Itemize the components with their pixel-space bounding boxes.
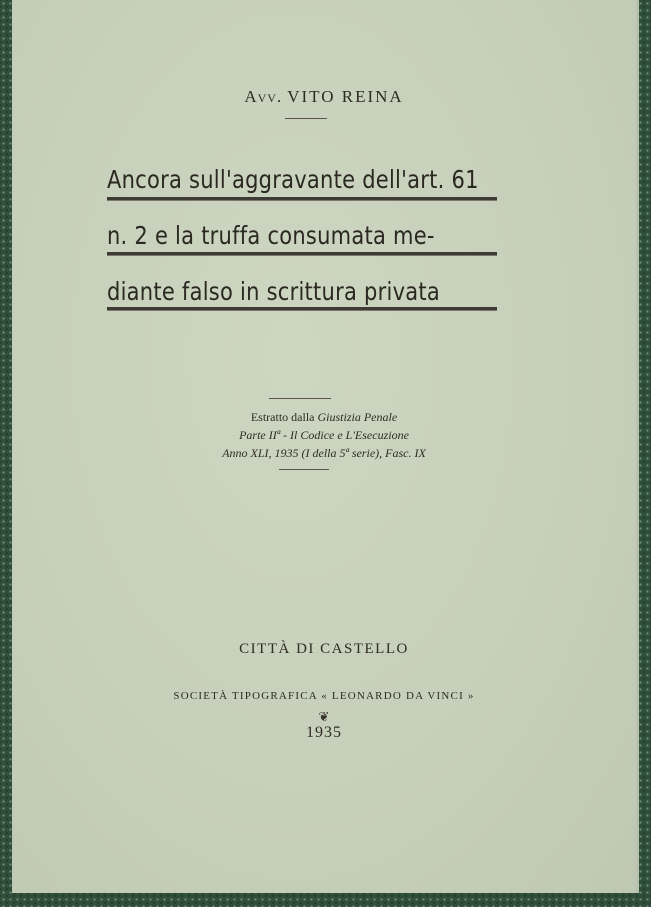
author-prefix: Avv. bbox=[244, 87, 283, 106]
title-block bbox=[107, 158, 497, 326]
printer-ornament-icon: ❦ bbox=[318, 709, 330, 724]
imprint-city: CITTÀ DI CASTELLO bbox=[239, 641, 409, 657]
title-line-2: n. 2 e la truffa consumata me- bbox=[107, 221, 435, 250]
title-underline-1 bbox=[107, 197, 497, 201]
journal-name: Giustizia Penale bbox=[317, 410, 398, 424]
book-cover bbox=[12, 0, 636, 893]
title-line-3: diante falso in scrittura privata bbox=[107, 277, 440, 306]
imprint-printer: SOCIETÀ TIPOGRAFICA « LEONARDO DA VINCI » bbox=[173, 690, 475, 702]
author-line bbox=[12, 87, 636, 107]
title-underline-2 bbox=[107, 252, 497, 256]
extract-divider-top bbox=[269, 398, 331, 399]
title-underline-3 bbox=[107, 307, 497, 311]
extract-line-1 bbox=[12, 408, 636, 426]
extract-divider-bottom bbox=[279, 469, 329, 470]
imprint-year: 1935 bbox=[306, 724, 342, 741]
cover-edge bbox=[636, 0, 639, 893]
title-line-1: Ancora sull'aggravante dell'art. 61 bbox=[107, 165, 479, 194]
extract-prefix: Estratto dalla bbox=[250, 410, 315, 424]
extract-block bbox=[12, 408, 636, 462]
extract-line-2: Parte IIª - Il Codice e L'Esecuzione bbox=[239, 428, 409, 442]
author-divider bbox=[285, 118, 327, 119]
extract-line-3: Anno XLI, 1935 (I della 5ª serie), Fasc. IX bbox=[222, 446, 426, 460]
author-name: VITO REINA bbox=[287, 87, 404, 106]
